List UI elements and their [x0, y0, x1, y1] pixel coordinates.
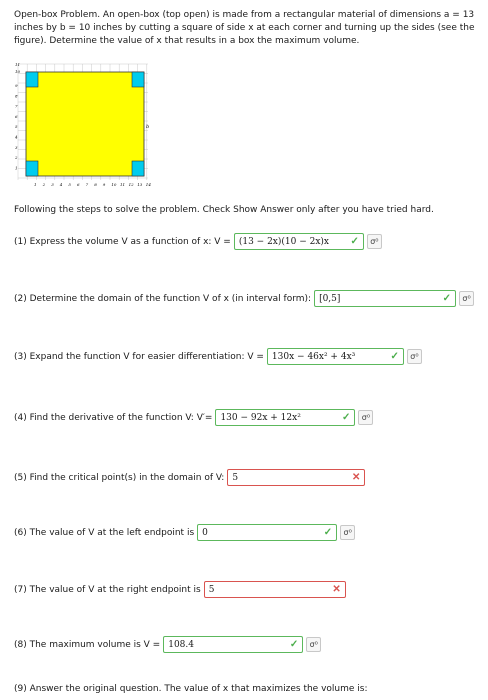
x-tick-label: 12	[128, 182, 134, 187]
question-1	[14, 233, 382, 250]
x-tick-label: 4	[59, 182, 63, 187]
question-label: (6) The value of V at the left endpoint is	[14, 527, 195, 538]
x-tick-label: 6	[77, 182, 80, 187]
math-keyboard-icon[interactable]: σ⁰	[306, 637, 321, 652]
problem-line-1: Open-box Problem. An open-box (top open) is made from a rectangular material of dimensions a = 13	[14, 10, 475, 20]
answer-value: 5	[232, 472, 239, 483]
x-tick-label: 7	[85, 182, 89, 187]
answer-value: 130 − 92x + 12x²	[220, 412, 301, 423]
x-tick-label: 5	[68, 182, 71, 187]
answer-value: 130x − 46x² + 4x³	[271, 351, 356, 362]
y-tick-label: 8	[15, 93, 18, 99]
y-tick-label: 6	[15, 113, 18, 119]
y-tick-label: 7	[15, 103, 18, 109]
question-label: (1) Express the volume V as a function of x: V =	[14, 236, 231, 247]
answer-field[interactable]	[234, 233, 364, 250]
question-4	[14, 409, 373, 426]
math-keyboard-icon[interactable]: σ⁰	[367, 234, 382, 249]
top-label-11: 11	[15, 62, 21, 67]
cross-icon: ✕	[351, 472, 361, 483]
answer-value: (13 − 2x)(10 − 2x)x	[238, 236, 329, 247]
top-label-10: 10	[15, 69, 21, 74]
math-keyboard-icon[interactable]: σ⁰	[407, 349, 422, 364]
answer-value: [0,5]	[319, 293, 341, 304]
question-9	[14, 684, 371, 694]
y-tick-label: 4	[15, 134, 18, 140]
question-8	[14, 636, 321, 653]
answer-field[interactable]	[197, 524, 337, 541]
x-tick-label: 8	[94, 182, 97, 187]
math-keyboard-icon[interactable]: σ⁰	[459, 291, 474, 306]
x-tick-label: 2	[42, 182, 46, 187]
question-6	[14, 524, 355, 541]
question-2	[14, 290, 474, 307]
answer-field[interactable]	[204, 581, 346, 598]
y-tick-label: 9	[15, 83, 18, 88]
x-tick-label: 1	[34, 182, 37, 187]
question-5	[14, 469, 365, 486]
check-icon: ✓	[390, 351, 399, 362]
question-label: (7) The value of V at the right endpoint is	[14, 584, 201, 595]
y-tick-label: 3	[15, 144, 18, 150]
answer-field[interactable]	[163, 636, 303, 653]
problem-line-2: inches by b = 10 inches by cutting a square of side x at each corner and turning up the sides (see the	[14, 23, 475, 33]
problem-line-3: figure). Determine the value of x that results in a box the maximum volume.	[14, 36, 360, 46]
x-tick-label: 10	[111, 182, 117, 187]
y-tick-labels	[14, 83, 18, 170]
answer-field[interactable]	[215, 409, 355, 426]
check-icon: ✓	[342, 412, 351, 423]
answer-value: 108.4	[168, 639, 194, 650]
question-label: (2) Determine the domain of the function V of x (in interval form):	[14, 293, 312, 304]
y-tick-label: 1	[15, 165, 18, 171]
y-tick-label: 2	[15, 155, 18, 161]
question-label: (9) Answer the original question. The value of x that maximizes the volume is:	[14, 684, 368, 694]
question-7	[14, 581, 346, 598]
x-tick-label: 9	[102, 182, 106, 187]
x-tick-label: 3	[51, 182, 54, 187]
answer-value: 5	[208, 584, 215, 595]
material-rectangle	[26, 72, 144, 176]
answer-value: 0	[202, 527, 208, 538]
y-tick-label: 5	[15, 124, 18, 130]
check-icon: ✓	[289, 639, 299, 650]
math-keyboard-icon[interactable]: σ⁰	[358, 410, 373, 425]
question-label: (4) Find the derivative of the function V: V′=	[14, 412, 213, 423]
x-tick-labels	[34, 182, 151, 187]
corner-square-tl	[26, 72, 38, 87]
check-icon: ✓	[323, 527, 333, 538]
check-icon: ✓	[350, 236, 359, 247]
math-keyboard-icon[interactable]: σ⁰	[340, 525, 355, 540]
x-tick-label: 11	[120, 182, 126, 187]
answer-field[interactable]	[267, 348, 404, 365]
x-tick-label: 14	[145, 182, 151, 187]
question-3	[14, 348, 422, 365]
box-figure	[14, 60, 152, 188]
x-tick-label: 13	[137, 182, 143, 187]
check-icon: ✓	[442, 293, 452, 304]
problem-statement	[14, 9, 479, 48]
corner-square-bl	[26, 161, 38, 176]
side-label-b: b	[146, 124, 150, 130]
question-label: (5) Find the critical point(s) in the domain of V:	[14, 472, 225, 483]
cross-icon: ✕	[332, 584, 341, 595]
answer-field[interactable]	[227, 469, 365, 486]
question-label: (8) The maximum volume is V =	[14, 639, 161, 650]
instructions-text: Following the steps to solve the problem. Check Show Answer only after you have tried hard.	[14, 205, 434, 215]
corner-square-tr	[132, 72, 144, 87]
answer-field[interactable]	[314, 290, 456, 307]
corner-square-br	[132, 161, 144, 176]
question-label: (3) Expand the function V for easier differentiation: V =	[14, 351, 264, 362]
